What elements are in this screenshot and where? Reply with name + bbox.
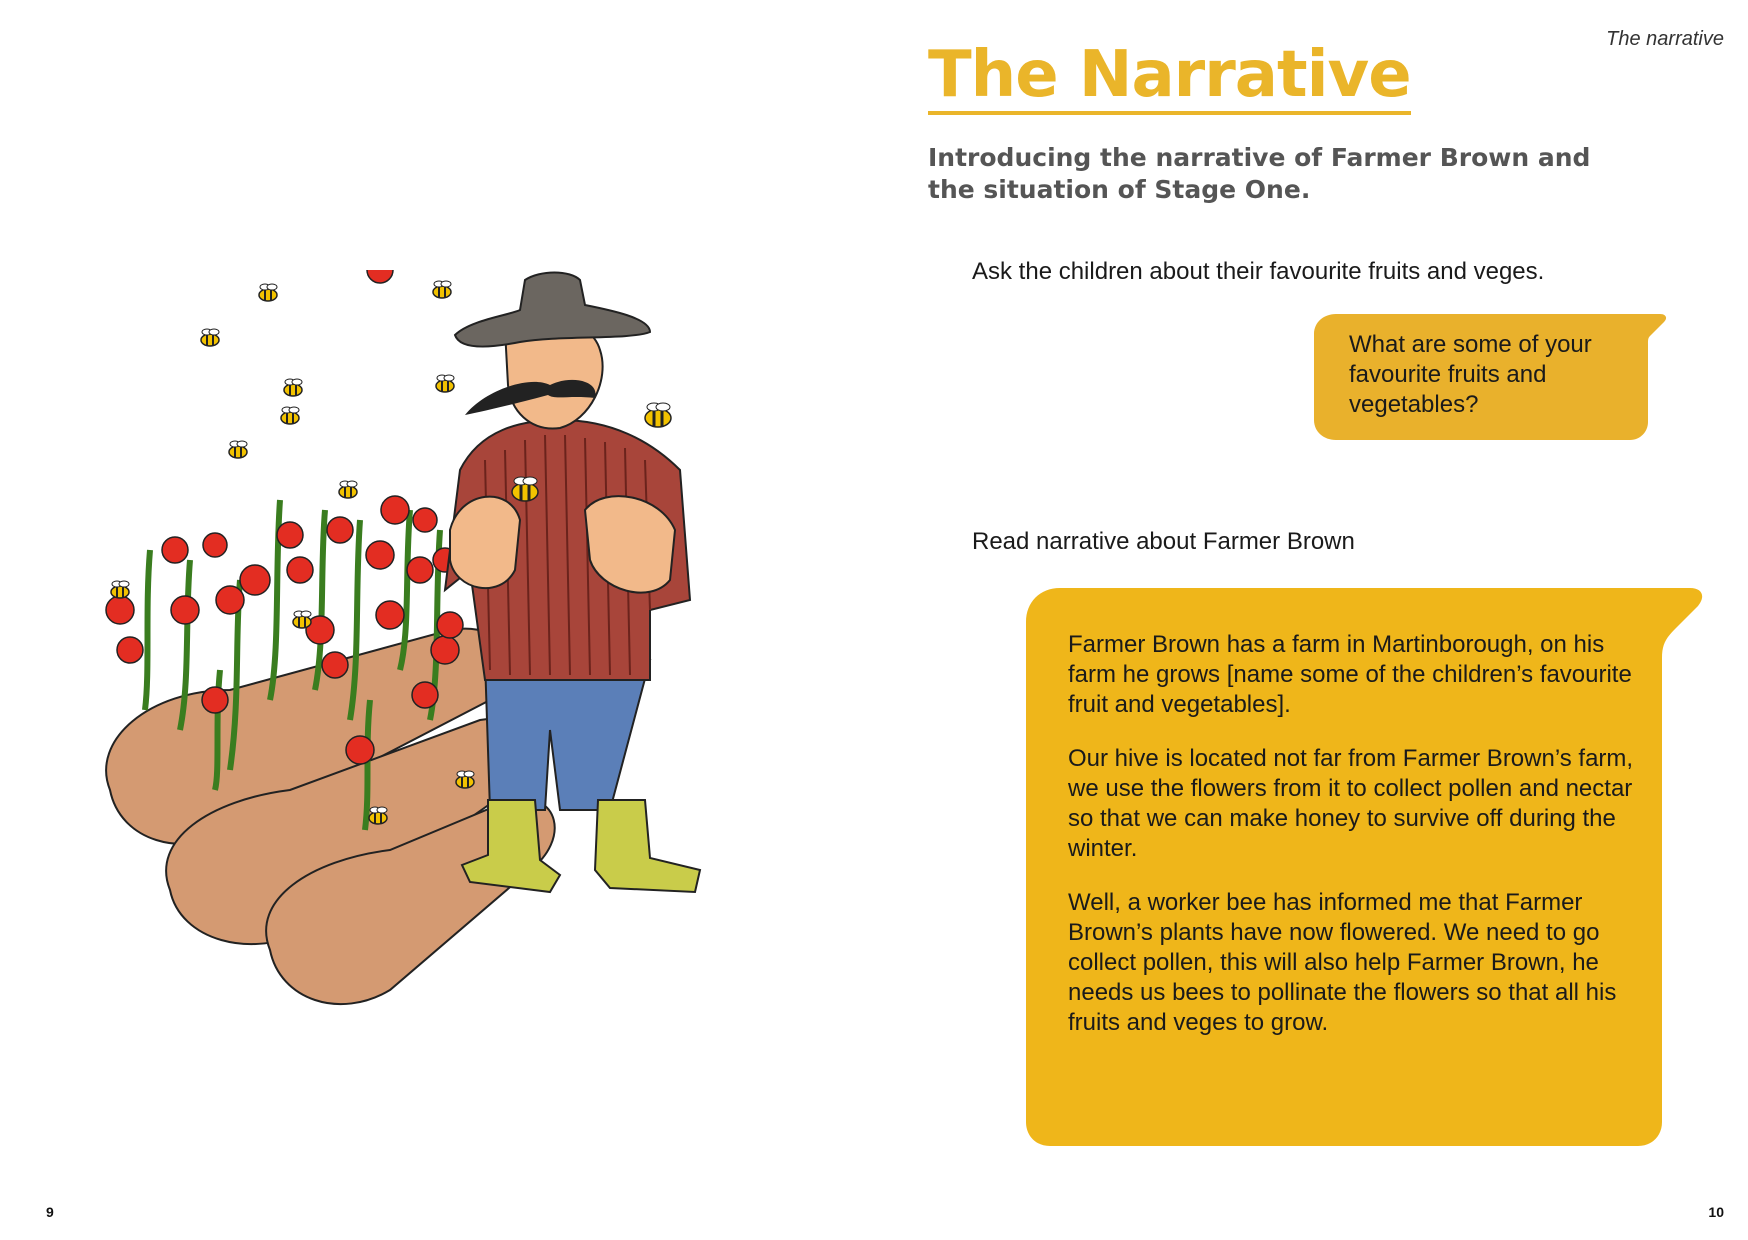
page-number-right: 10 bbox=[1708, 1204, 1724, 1220]
right-page bbox=[874, 0, 1748, 1240]
instruction-ask-children: Ask the children about their favourite fruits and veges. bbox=[972, 258, 1545, 285]
bee-icon bbox=[201, 329, 219, 346]
instruction-read-narrative: Read narrative about Farmer Brown bbox=[972, 528, 1355, 555]
narrative-paragraph-3: Well, a worker bee has informed me that Farmer Brown’s plants have now flowered. We need to go collect pollen, this will also help Farmer Brown, he needs us bees to pollinate the flowers so that all his fruits and veges to grow. bbox=[1068, 889, 1617, 1036]
bee-icon bbox=[284, 379, 302, 396]
bee-icon bbox=[229, 441, 247, 458]
bee-icon bbox=[293, 611, 311, 628]
bee-icon bbox=[645, 403, 671, 427]
question-speech-bubble bbox=[1314, 314, 1668, 440]
bee-icon bbox=[433, 281, 451, 298]
narrative-paragraph-1: Farmer Brown has a farm in Martinborough, on his farm he grows [name some of the children’s favourite fruit and vegetables]. bbox=[1068, 631, 1632, 718]
bee-icon bbox=[369, 807, 387, 824]
bee-icon bbox=[512, 477, 538, 501]
farmer-illustration bbox=[90, 270, 810, 1030]
question-text: What are some of your favourite fruits and vegetables? bbox=[1349, 331, 1592, 418]
running-header: The narrative bbox=[1606, 28, 1724, 50]
narrative-speech-bubble bbox=[1026, 588, 1704, 1146]
narrative-text bbox=[1068, 630, 1648, 1062]
bee-icon bbox=[111, 581, 129, 598]
page-number-left: 9 bbox=[46, 1204, 54, 1220]
page-subtitle: Introducing the narrative of Farmer Brown and the situation of Stage One. bbox=[928, 143, 1591, 204]
page-title: The Narrative bbox=[928, 42, 1411, 115]
bee-icon bbox=[281, 407, 299, 424]
narrative-paragraph-2: Our hive is located not far from Farmer Brown’s farm, we use the flowers from it to collect pollen and nectar so that we can make honey to survive off during the winter. bbox=[1068, 745, 1634, 862]
bee-icon bbox=[259, 284, 277, 301]
bee-icon bbox=[339, 481, 357, 498]
bee-icon bbox=[436, 375, 454, 392]
bee-icon bbox=[456, 771, 474, 788]
